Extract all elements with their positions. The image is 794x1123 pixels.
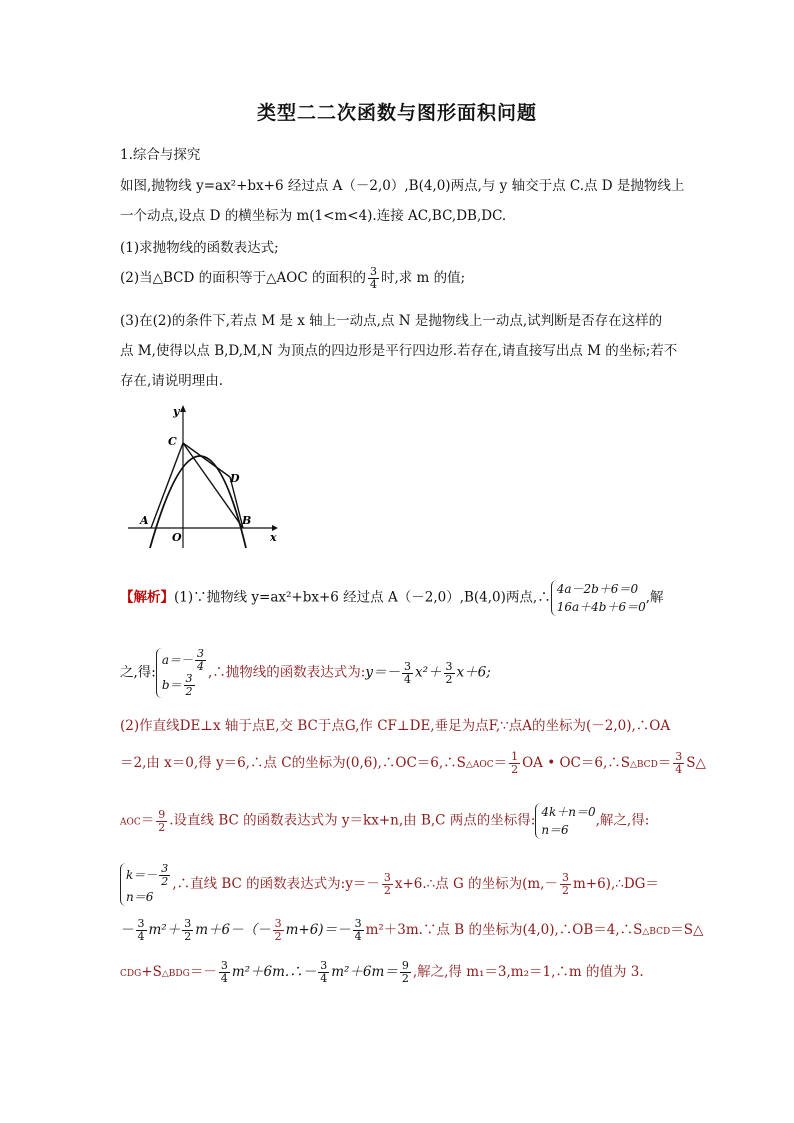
fraction-denominator: 4 [320,972,328,985]
fraction [136,918,147,943]
subscript: △BCD [642,927,671,937]
fraction [382,872,393,897]
solution-line-6 [120,863,680,906]
problem-text-line-1: 如图,抛物线 y=ax²+bx+6 经过点 A（－2,0）,B(4,0)两点,与 y 轴交于点 C.点 D 是抛物线上 [120,178,685,194]
solution-text: ,∴直线 BC 的函数表达式为:y＝－ [172,876,380,892]
question-1: (1)求抛物线的函数表达式; [120,240,279,256]
solution-text: ,∴抛物线的函数表达式为: [208,664,366,681]
equation: 4a－2b＋6＝0 [556,582,639,596]
equation: 4k＋n＝0 [541,805,596,819]
fraction [353,918,364,943]
fraction [560,872,571,897]
solution-text: +S [141,964,162,980]
problem-text-line-2: 一个动点,设点 D 的横坐标为 m(1<m<4).连接 AC,BC,DB,DC. [120,208,507,224]
fraction-numerator: 3 [137,917,145,930]
solution-tag: 【解析】 [120,589,174,606]
fraction-numerator: 3 [185,672,193,685]
fraction-denominator: 4 [369,278,377,291]
formula: m²＋6m.∴－ [231,964,317,980]
fraction-numerator: 3 [354,917,362,930]
fraction-denominator: 2 [401,972,409,985]
question-3-line-3: 存在,请说明理由. [120,373,224,389]
fraction-denominator: 4 [220,972,228,985]
fraction-denominator: 2 [383,884,391,897]
question-2-text-end: 时,求 m 的值; [380,270,466,286]
fraction [444,661,455,686]
question-3-line-1: (3)在(2)的条件下,若点 M 是 x 轴上一动点,点 N 是抛物线上一动点,试判断是否存在这样的 [120,313,663,329]
subscript: CDG [120,969,142,979]
parabola-figure [122,400,287,550]
formula: m²＋6m＝ [331,964,398,980]
subscript: △BCD [629,760,658,770]
fraction-denominator: 4 [675,763,683,776]
question-2 [120,266,680,291]
page-title: 类型二二次函数与图形面积问题 [256,102,537,124]
subscript: △BDG [161,969,190,979]
fraction-denominator: 2 [561,884,569,897]
label-o: O [172,531,182,544]
fraction [509,751,520,776]
solution-line-3: (2)作直线DE⊥x 轴于点E,交 BC于点G,作 CF⊥DE,垂足为点F,∵点A的坐标为(－2,0),∴OA [120,718,671,734]
formula: m＋6－（－ [195,922,271,938]
fraction-denominator: 2 [158,820,166,834]
label-a: A [140,514,149,527]
coefficient-n: n＝6 [126,890,154,904]
label-x: x [270,531,277,544]
solution-line-4 [120,750,706,776]
formula: m+6)＝－ [285,922,351,938]
coefficient-solution [156,648,208,698]
line-coefficients [120,863,172,906]
subscript: △AOC [465,760,494,770]
solution-text: m²＋3m.∵点 B 的坐标为(4,0),∴OB＝4,∴S [365,922,643,938]
equation: k＝－ [126,868,158,882]
coefficient-b [162,673,208,698]
solution-text: m+6),∴DG＝ [572,876,659,892]
fraction-numerator: 3 [675,750,683,763]
solution-line-1 [120,580,680,616]
label-c: C [168,435,177,448]
label-y: y [173,405,180,418]
solution-text: ,解之,得: [595,812,650,829]
equation: n＝6 [541,823,569,837]
equation: b＝ [161,678,182,692]
segment-bc [183,443,243,528]
solution-text: ,解 [645,589,664,606]
equation: a＝－ [161,653,193,667]
solution-text: ＝2,由 x＝0,得 y＝6,∴点 C的坐标为(0,6),∴OC＝6,∴S [120,755,466,771]
equation-system-2 [535,803,595,839]
solution-line-5 [120,803,680,839]
fraction-numerator: 1 [511,750,519,763]
equation: 16a＋4b＋6＝0 [556,600,646,614]
fraction-denominator: 4 [197,660,204,673]
fraction-denominator: 4 [354,930,362,943]
fraction-numerator: 3 [161,862,169,875]
solution-text: (1)∵抛物线 y=ax²+bx+6 经过点 A（－2,0）,B(4,0)两点,∴ [174,589,551,606]
solution-text: ＝ [657,755,672,771]
fraction [156,809,167,834]
fraction [368,266,379,291]
parabola-curve [150,456,246,548]
fraction [219,960,230,985]
fraction-numerator: 9 [158,807,166,821]
formula: m²＋ [148,922,181,938]
formula: － [120,922,134,938]
solution-text: ＝S△ [670,922,704,938]
solution-text: ＝ [493,755,508,771]
fraction [273,918,284,943]
fraction-denominator: 2 [184,930,192,943]
solution-text: ＝ [140,812,155,829]
coefficient-a [162,648,208,673]
subscript: AOC [120,817,141,828]
formula: y＝－ [365,664,400,681]
problem-heading: 1.综合与探究 [120,147,201,163]
fraction [673,751,684,776]
question-3-line-2: 点 M,使得以点 B,D,M,N 为顶点的四边形是平行四边形.若存在,请直接写出点 M 的坐标;若不 [120,343,678,359]
solution-text: .设直线 BC 的函数表达式为 y＝kx+n,由 B,C 两点的坐标得: [169,812,536,829]
fraction-denominator: 2 [161,875,169,888]
fraction-numerator: 3 [320,959,328,972]
fraction-numerator: 3 [383,871,391,884]
fraction-denominator: 2 [274,930,282,943]
fraction-denominator: 2 [445,672,453,686]
coefficient-k [126,863,172,888]
fraction-numerator: 3 [445,659,453,673]
solution-text: ,解之,得 m₁＝3,m₂＝1,∴m 的值为 3. [412,964,644,980]
formula: x＋6; [456,664,491,681]
solution-text: x+6.∴点 G 的坐标为(m,－ [394,876,558,892]
question-2-text: (2)当△BCD 的面积等于△AOC 的面积的 [120,270,366,286]
solution-line-7 [120,917,704,943]
fraction-denominator: 2 [185,685,193,698]
fraction-denominator: 4 [403,672,411,686]
solution-line-2 [120,648,680,698]
fraction [318,960,329,985]
solution-text: 之,得: [120,664,156,681]
fraction-numerator: 3 [197,647,204,660]
label-d: D [230,472,240,485]
fraction [400,960,411,985]
solution-text: S△ [686,755,706,771]
fraction-numerator: 3 [369,265,377,278]
equation-system-1 [551,580,646,616]
fraction-numerator: 9 [401,959,409,972]
fraction-numerator: 3 [403,659,411,673]
formula: x²＋ [414,664,442,681]
fraction-numerator: 3 [220,959,228,972]
fraction-denominator: 2 [511,763,519,776]
solution-text: ＝－ [189,964,217,980]
solution-text: OA • OC＝6,∴S [522,755,630,771]
y-axis-arrow [180,405,186,412]
fraction-denominator: 4 [137,930,145,943]
fraction [182,918,193,943]
fraction [402,661,413,686]
fraction-numerator: 3 [184,917,192,930]
solution-line-8 [120,960,680,985]
segment-ac [151,443,183,528]
label-b: B [242,514,252,527]
fraction-numerator: 3 [274,917,282,930]
fraction-numerator: 3 [561,871,569,884]
